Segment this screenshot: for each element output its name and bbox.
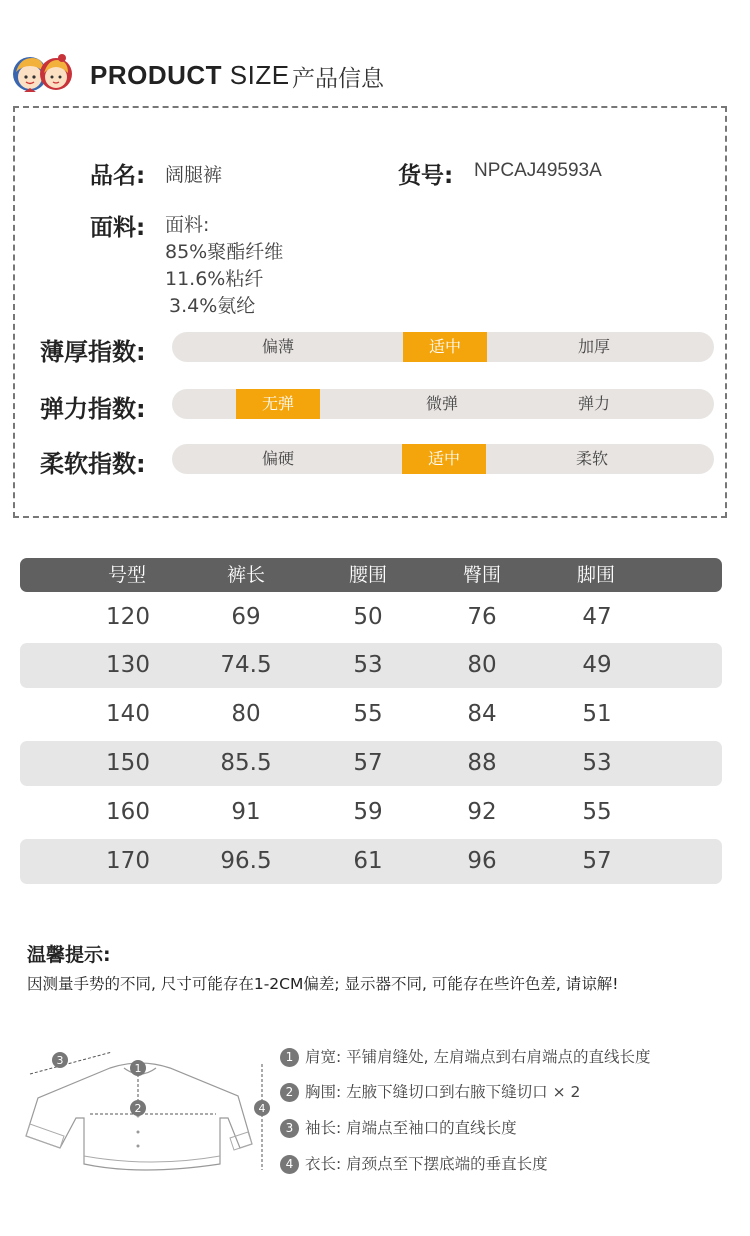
elasticity-bar [172, 389, 714, 419]
softness-option: 柔软 [575, 449, 608, 468]
table-cell: 170 [106, 848, 150, 874]
table-cell: 57 [353, 750, 383, 776]
table-cell: 53 [582, 750, 612, 776]
size-table-header [20, 558, 722, 592]
marker-3: 3 [56, 1054, 64, 1067]
table-cell: 96 [467, 848, 497, 874]
softness-bar [172, 444, 714, 474]
column-header: 号型 [107, 564, 146, 586]
table-cell: 84 [467, 701, 497, 727]
measurement-shoulder [280, 1045, 651, 1067]
fabric-line: 85%聚酯纤维 [165, 241, 284, 263]
table-cell: 85.5 [220, 750, 272, 776]
table-cell: 55 [353, 701, 383, 727]
thickness-option: 偏薄 [261, 337, 294, 356]
column-header: 臀围 [462, 564, 501, 586]
sku-value: NPCAJ49593A [474, 160, 602, 181]
table-cell: 51 [582, 701, 612, 727]
table-cell: 80 [467, 652, 497, 678]
table-cell: 50 [353, 604, 383, 630]
softness-option-selected: 适中 [402, 444, 486, 474]
measure-number-2: 2 [280, 1083, 299, 1102]
elasticity-label: 弹力指数: [40, 395, 146, 423]
page-title-cn: 产品信息 [292, 66, 384, 92]
brand-logo-icon [10, 48, 76, 96]
elasticity-option: 微弹 [425, 394, 458, 413]
tips-text: 因测量手势的不同, 尺寸可能存在1-2CM偏差; 显示器不同, 可能存在些许色差, 请谅解! [27, 975, 619, 993]
table-cell: 80 [231, 701, 261, 727]
table-cell: 91 [231, 799, 261, 825]
column-header: 脚围 [576, 564, 615, 586]
page-title [90, 60, 290, 91]
table-cell: 150 [106, 750, 150, 776]
table-cell: 47 [582, 604, 612, 630]
measure-number-1: 1 [280, 1048, 299, 1067]
fabric-line: 面料: [165, 214, 210, 236]
thickness-bar [172, 332, 714, 362]
name-value: 阔腿裤 [165, 164, 223, 186]
measure-number-4: 4 [280, 1155, 299, 1174]
name-label: 品名: [90, 163, 146, 189]
thickness-option: 加厚 [577, 337, 610, 356]
table-cell: 88 [467, 750, 497, 776]
marker-1: 1 [134, 1062, 142, 1075]
table-row [20, 839, 722, 884]
table-cell: 49 [582, 652, 612, 678]
measurement-chest [280, 1080, 580, 1102]
column-header: 腰围 [348, 564, 387, 586]
table-cell: 69 [231, 604, 261, 630]
softness-option: 偏硬 [261, 449, 294, 468]
table-cell: 59 [353, 799, 383, 825]
marker-4: 4 [258, 1102, 266, 1115]
table-row [20, 790, 722, 835]
table-cell: 74.5 [220, 652, 272, 678]
thickness-label: 薄厚指数: [40, 338, 146, 366]
measure-text: 肩宽: 平铺肩缝处, 左肩端点到右肩端点的直线长度 [305, 1048, 651, 1066]
marker-2: 2 [134, 1102, 142, 1115]
table-cell: 140 [106, 701, 150, 727]
elasticity-option: 弹力 [577, 394, 610, 413]
table-row [20, 692, 722, 737]
measurement-length [280, 1152, 548, 1174]
table-row [20, 643, 722, 688]
fabric-composition [165, 212, 283, 320]
table-cell: 96.5 [220, 848, 272, 874]
table-cell: 53 [353, 652, 383, 678]
measurement-sleeve [280, 1116, 517, 1138]
table-cell: 120 [106, 604, 150, 630]
shirt-diagram-icon [20, 1040, 280, 1180]
table-cell: 160 [106, 799, 150, 825]
table-row [20, 595, 722, 640]
measure-text: 袖长: 肩端点至袖口的直线长度 [305, 1119, 517, 1137]
table-row [20, 741, 722, 786]
title-light: SIZE [229, 60, 290, 90]
column-header: 裤长 [226, 564, 265, 586]
table-cell: 55 [582, 799, 612, 825]
measure-text: 衣长: 肩颈点至下摆底端的垂直长度 [305, 1155, 548, 1173]
fabric-label: 面料: [90, 215, 146, 241]
table-cell: 76 [467, 604, 497, 630]
fabric-line: 3.4%氨纶 [169, 295, 256, 317]
title-bold: PRODUCT [90, 60, 223, 90]
tips-title: 温馨提示: [27, 944, 111, 966]
fabric-line: 11.6%粘纤 [165, 268, 264, 290]
table-cell: 57 [582, 848, 612, 874]
table-cell: 130 [106, 652, 150, 678]
sku-label: 货号: [398, 163, 454, 189]
thickness-option-selected: 适中 [403, 332, 487, 362]
measure-number-3: 3 [280, 1119, 299, 1138]
elasticity-option-selected: 无弹 [236, 389, 320, 419]
softness-label: 柔软指数: [40, 450, 146, 478]
table-cell: 92 [467, 799, 497, 825]
measure-text: 胸围: 左腋下缝切口到右腋下缝切口 × 2 [305, 1083, 581, 1101]
table-cell: 61 [353, 848, 383, 874]
